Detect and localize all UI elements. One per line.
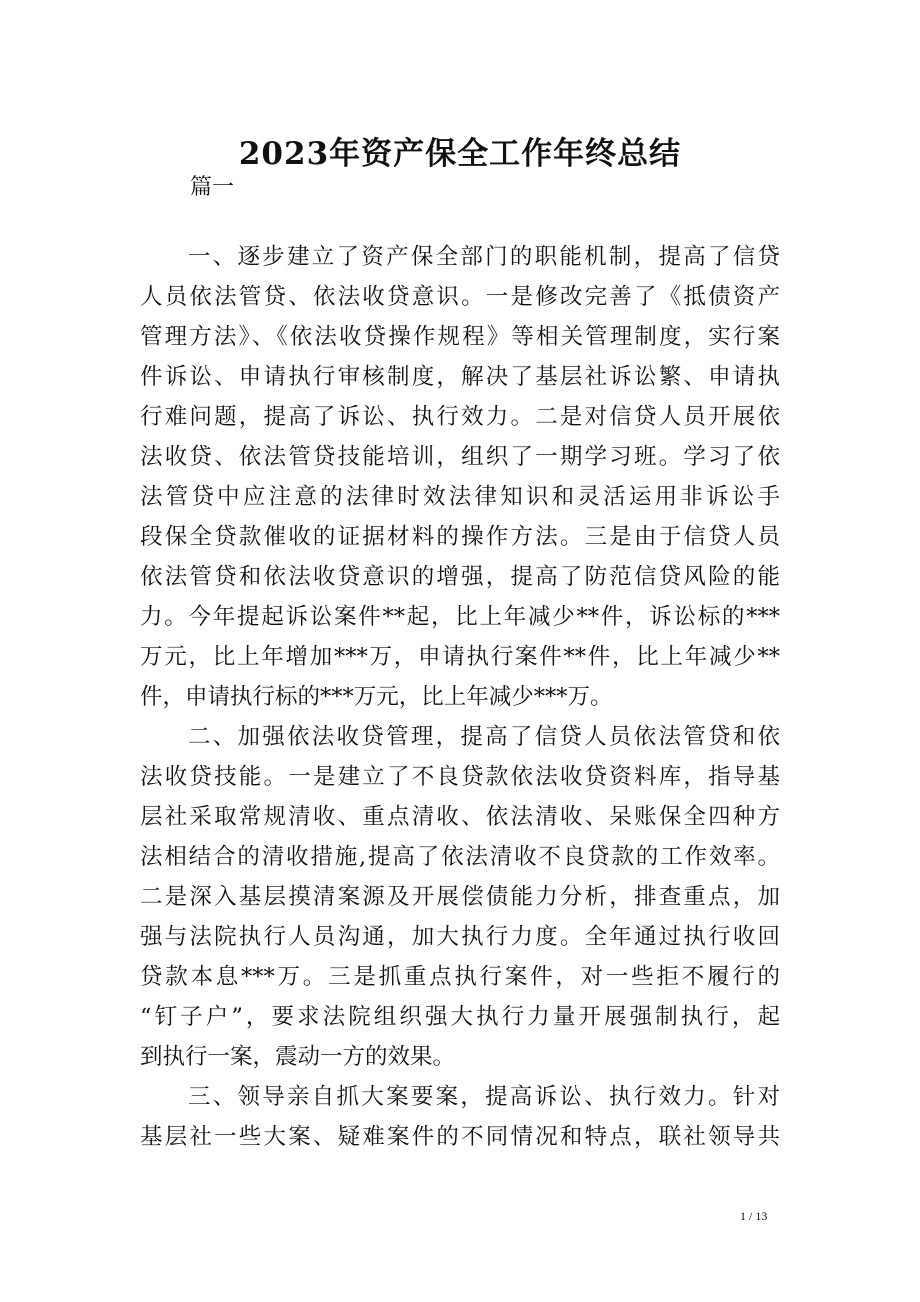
text-line: 二是深入基层摸清案源及开展偿债能力分析，排查重点，加 <box>140 884 780 910</box>
document-title: 2023年资产保全工作年终总结 <box>238 136 682 172</box>
page-number: 1 / 13 <box>740 1209 768 1223</box>
paragraph <box>140 717 780 1077</box>
text-line: 力。今年提起诉讼案件**起，比上年减少**件，诉讼标的*** <box>140 604 780 630</box>
text-line: 段保全贷款催收的证据材料的操作方法。三是由于信贷人员 <box>140 524 780 550</box>
text-line: 件，申请执行标的***万元，比上年减少***万。 <box>140 684 613 710</box>
text-line: 管理方法》、《依法收贷操作规程》等相关管理制度，实行案 <box>140 324 780 350</box>
text-line: 层社采取常规清收、重点清收、依法清收、呆账保全四种方 <box>140 804 780 830</box>
text-line: “钉子户”，要求法院组织强大执行力量开展强制执行，起 <box>140 1004 780 1030</box>
section-heading: 篇一 <box>190 175 235 200</box>
text-line: 行难问题，提高了诉讼、执行效力。二是对信贷人员开展依 <box>140 404 780 430</box>
text-line: 法收贷、依法管贷技能培训，组织了一期学习班。学习了依 <box>140 444 780 470</box>
text-line: 法相结合的清收措施,提高了依法清收不良贷款的工作效率。 <box>140 844 780 870</box>
text-line: 人员依法管贷、依法收贷意识。一是修改完善了《抵债资产 <box>140 284 780 310</box>
text-line: 基层社一些大案、疑难案件的不同情况和特点，联社领导共 <box>140 1124 780 1150</box>
text-line: 万元，比上年增加***万，申请执行案件**件，比上年减少** <box>140 644 780 670</box>
document-body <box>140 237 780 1157</box>
paragraph <box>140 237 780 717</box>
text-line: 强与法院执行人员沟通，加大执行力度。全年通过执行收回 <box>140 924 780 950</box>
text-line: 贷款本息***万。三是抓重点执行案件，对一些拒不履行的 <box>140 964 780 990</box>
text-line: 法收贷技能。一是建立了不良贷款依法收贷资料库，指导基 <box>140 764 780 790</box>
text-line: 一、逐步建立了资产保全部门的职能机制，提高了信贷 <box>188 244 780 270</box>
text-line: 二、加强依法收贷管理，提高了信贷人员依法管贷和依 <box>188 724 780 750</box>
text-line: 三、领导亲自抓大案要案，提高诉讼、执行效力。针对 <box>188 1084 780 1110</box>
text-line: 到执行一案，震动一方的效果。 <box>140 1044 456 1070</box>
text-line: 依法管贷和依法收贷意识的增强，提高了防范信贷风险的能 <box>140 564 780 590</box>
paragraph <box>140 1077 780 1157</box>
text-line: 件诉讼、申请执行审核制度，解决了基层社诉讼繁、申请执 <box>140 364 780 390</box>
text-line: 法管贷中应注意的法律时效法律知识和灵活运用非诉讼手 <box>140 484 780 510</box>
